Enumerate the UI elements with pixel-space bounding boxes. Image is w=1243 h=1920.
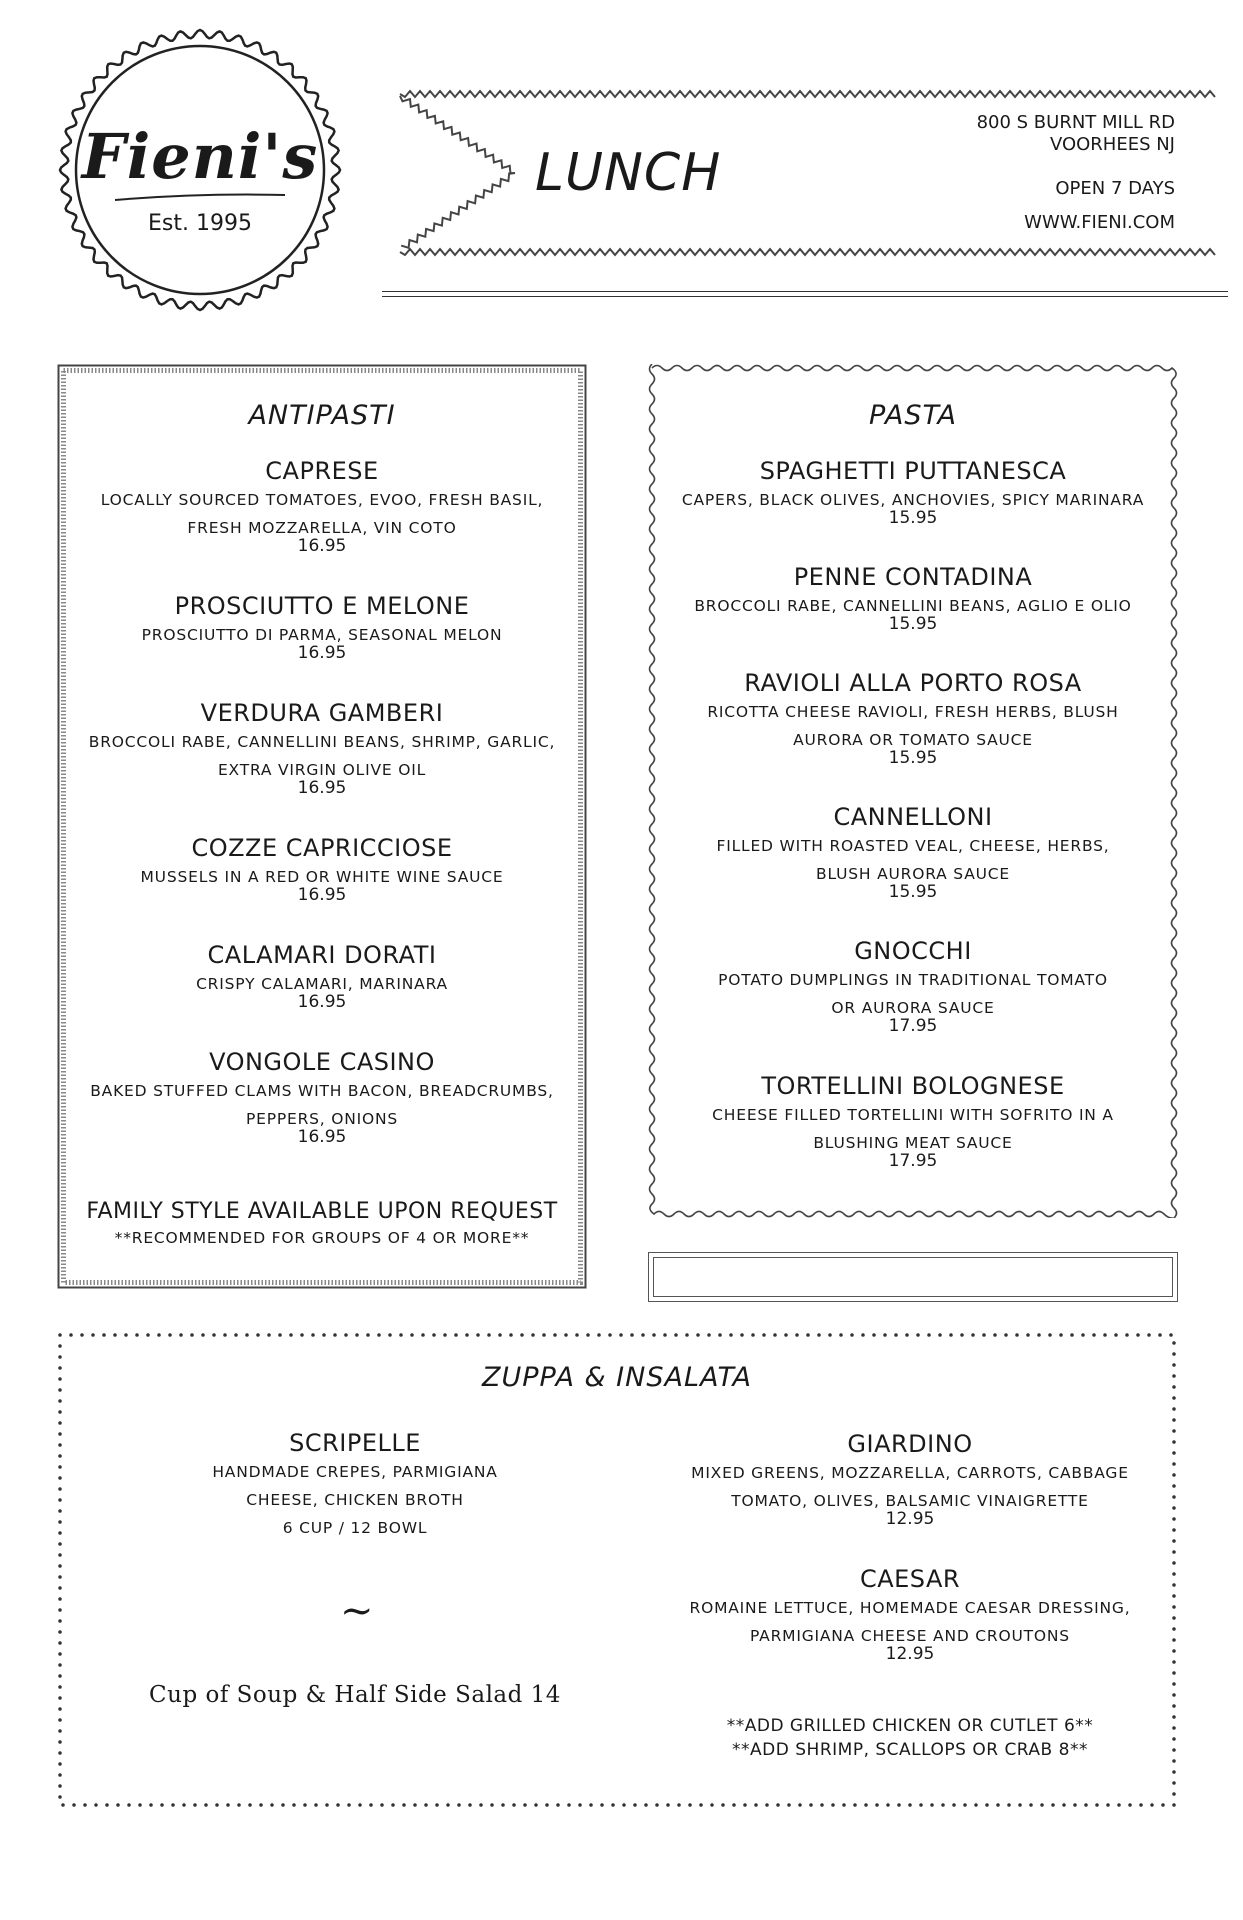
item-price: 16.95 [297, 778, 347, 798]
item-desc: CRISPY CALAMARI, MARINARA [196, 975, 448, 993]
menu-item [57, 1047, 587, 1147]
website-text: WWW.FIENI.COM [1024, 212, 1175, 233]
item-desc: TOMATO, OLIVES, BALSAMIC VINAIGRETTE [731, 1492, 1089, 1510]
item-price: 12.95 [885, 1644, 935, 1664]
menu-item [648, 668, 1178, 768]
menu-item-scripelle [120, 1428, 590, 1542]
item-desc: BLUSHING MEAT SAUCE [813, 1134, 1013, 1152]
item-desc: OR AURORA SAUCE [831, 999, 995, 1017]
item-price: 12.95 [885, 1509, 935, 1529]
zuppa-title: ZUPPA & INSALATA [482, 1362, 752, 1393]
decorative-empty-box-inner [653, 1257, 1173, 1297]
item-desc: PARMIGIANA CHEESE AND CROUTONS [750, 1627, 1070, 1645]
item-price: 16.95 [297, 992, 347, 1012]
item-desc: MIXED GREENS, MOZZARELLA, CARROTS, CABBAGE [691, 1464, 1129, 1482]
item-price: 16.95 [297, 1127, 347, 1147]
item-desc: EXTRA VIRGIN OLIVE OIL [217, 761, 427, 779]
item-desc: POTATO DUMPLINGS IN TRADITIONAL TOMATO [718, 971, 1108, 989]
item-name: CAESAR [859, 1565, 961, 1593]
item-name: VONGOLE CASINO [209, 1048, 435, 1076]
restaurant-logo [55, 25, 345, 315]
hours-text: OPEN 7 DAYS [1055, 178, 1175, 199]
page-title: LUNCH [535, 143, 722, 203]
item-desc: FRESH MOZZARELLA, VIN COTO [187, 519, 457, 537]
item-name: PENNE CONTADINA [793, 563, 1033, 591]
tilde-divider: ~ [340, 1588, 374, 1634]
item-desc: CHEESE, CHICKEN BROTH [246, 1491, 464, 1509]
header-divider-second [382, 296, 1228, 297]
item-price: 16.95 [297, 536, 347, 556]
item-price: 16.95 [297, 885, 347, 905]
item-price: 15.95 [888, 748, 938, 768]
item-desc: BLUSH AURORA SAUCE [816, 865, 1010, 883]
item-price: 6 CUP / 12 BOWL [282, 1519, 428, 1537]
item-desc: HANDMADE CREPES, PARMIGIANA [212, 1463, 498, 1481]
family-style-subnote: **RECOMMENDED FOR GROUPS OF 4 OR MORE** [114, 1229, 530, 1247]
item-name: CALAMARI DORATI [207, 941, 437, 969]
decorative-empty-box [648, 1252, 1178, 1302]
item-desc: BROCCOLI RABE, CANNELLINI BEANS, AGLIO E OLIO [694, 597, 1132, 615]
item-name: COZZE CAPRICCIOSE [191, 834, 453, 862]
item-name: VERDURA GAMBERI [200, 699, 444, 727]
antipasti-title: ANTIPASTI [248, 400, 396, 431]
addon-chicken: **ADD GRILLED CHICKEN OR CUTLET 6** [726, 1716, 1094, 1736]
menu-item-giardino [650, 1429, 1170, 1529]
item-name: PROSCIUTTO E MELONE [174, 592, 470, 620]
item-name: RAVIOLI ALLA PORTO ROSA [744, 669, 1082, 697]
item-name: SCRIPELLE [289, 1429, 421, 1457]
family-style-heading: FAMILY STYLE AVAILABLE UPON REQUEST [86, 1199, 558, 1224]
item-desc: MUSSELS IN A RED OR WHITE WINE SAUCE [140, 868, 504, 886]
item-desc: FILLED WITH ROASTED VEAL, CHEESE, HERBS, [716, 837, 1110, 855]
address-line2: VOORHEES NJ [1049, 134, 1175, 155]
item-desc: RICOTTA CHEESE RAVIOLI, FRESH HERBS, BLUSH [707, 703, 1119, 721]
menu-item [648, 802, 1178, 902]
item-desc: CHEESE FILLED TORTELLINI WITH SOFRITO IN A [712, 1106, 1114, 1124]
item-price: 15.95 [888, 882, 938, 902]
address-line1: 800 S BURNT MILL RD [976, 112, 1175, 133]
menu-item [57, 698, 587, 798]
addon-seafood: **ADD SHRIMP, SCALLOPS OR CRAB 8** [732, 1740, 1088, 1760]
item-name: TORTELLINI BOLOGNESE [761, 1072, 1065, 1100]
item-price: 15.95 [888, 508, 938, 528]
item-desc: BAKED STUFFED CLAMS WITH BACON, BREADCRUMBS, [90, 1082, 554, 1100]
menu-item [57, 940, 587, 1012]
menu-item [648, 936, 1178, 1036]
logo-established: Est. 1995 [148, 211, 252, 236]
menu-item [648, 1071, 1178, 1171]
menu-item [648, 562, 1178, 634]
logo-wordmark: Fieni's [81, 120, 319, 193]
item-desc: BROCCOLI RABE, CANNELLINI BEANS, SHRIMP, GARLIC, [88, 733, 556, 751]
menu-item-caesar [650, 1564, 1170, 1664]
item-name: CAPRESE [265, 457, 379, 485]
item-price: 15.95 [888, 614, 938, 634]
item-desc: PEPPERS, ONIONS [245, 1110, 399, 1128]
pasta-title: PASTA [868, 400, 958, 431]
item-price: 17.95 [888, 1016, 938, 1036]
item-desc: PROSCIUTTO DI PARMA, SEASONAL MELON [141, 626, 503, 644]
item-desc: ROMAINE LETTUCE, HOMEMADE CAESAR DRESSING, [689, 1599, 1131, 1617]
family-style-note [57, 1198, 587, 1250]
menu-item [57, 833, 587, 905]
item-name: CANNELLONI [833, 803, 993, 831]
item-price: 17.95 [888, 1151, 938, 1171]
menu-item [57, 456, 587, 556]
item-desc: LOCALLY SOURCED TOMATOES, EVOO, FRESH BASIL, [100, 491, 544, 509]
item-desc: CAPERS, BLACK OLIVES, ANCHOVIES, SPICY MARINARA [681, 491, 1145, 509]
item-name: SPAGHETTI PUTTANESCA [759, 457, 1067, 485]
item-name: GIARDINO [847, 1430, 973, 1458]
menu-item [648, 456, 1178, 528]
item-desc: AURORA OR TOMATO SAUCE [793, 731, 1033, 749]
item-price: 16.95 [297, 643, 347, 663]
menu-item [57, 591, 587, 663]
header-divider [382, 291, 1228, 292]
soup-salad-combo: Cup of Soup & Half Side Salad 14 [149, 1682, 561, 1708]
item-name: GNOCCHI [854, 937, 972, 965]
